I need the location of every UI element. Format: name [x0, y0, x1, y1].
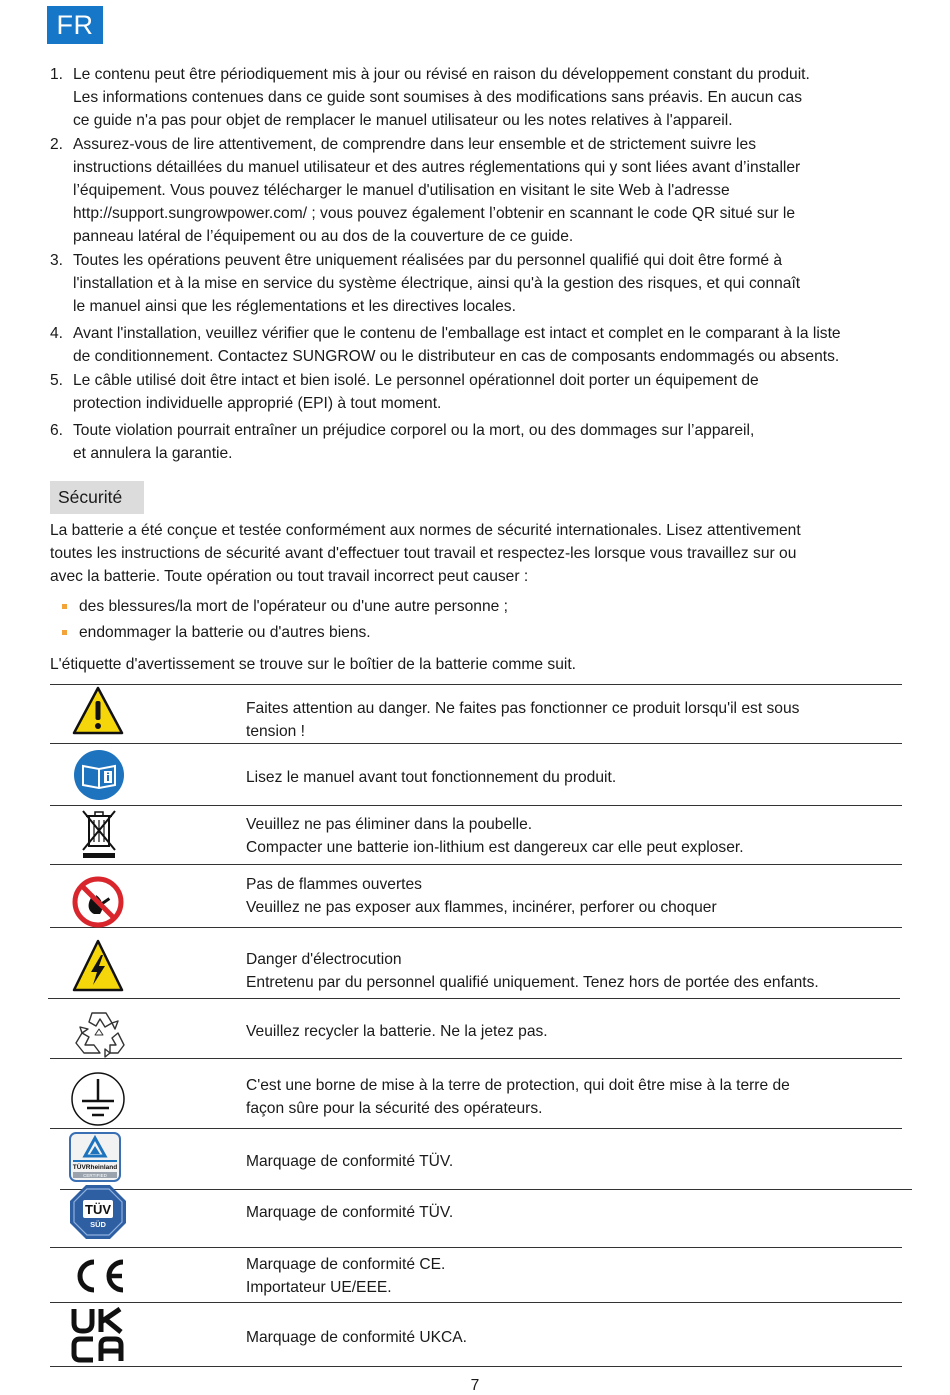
- table-divider: [50, 1058, 902, 1059]
- table-row: Lisez le manuel avant tout fonctionnement du produit.: [246, 769, 617, 786]
- svg-text:SÜD: SÜD: [90, 1220, 106, 1229]
- table-divider: [50, 1366, 902, 1367]
- tuv-sud-icon: [68, 1183, 128, 1241]
- ukca-mark-icon: [70, 1307, 126, 1363]
- table-row: C'est une borne de mise à la terre de protection, qui doit être mise à la terre de façon sûre pour la sécurité des opérateurs.: [246, 1077, 790, 1117]
- language-badge: FR: [47, 6, 103, 44]
- notice-item: 4. Avant l'installation, veuillez vérifier que le contenu de l'emballage est intact et complet en le comparant à la liste de conditionnement. Contactez SUNGROW ou le distributeur en cas de composants endommagés ou absents.: [50, 322, 920, 368]
- table-divider: [50, 1128, 902, 1129]
- list-item: endommager la batterie ou d'autres biens.: [62, 620, 508, 646]
- safety-intro: La batterie a été conçue et testée conformément aux normes de sécurité internationales. Lisez attentivement toutes les instructions de sécurité avant d'effectuer tout travail et respectez-les lorsque vous travaillez sur ou avec la batterie. Toute opération ou tout travail incorrect peut causer :: [50, 522, 801, 586]
- table-row: Marquage de conformité TÜV.: [246, 1153, 454, 1170]
- table-divider: [50, 1247, 902, 1248]
- notice-item: 5. Le câble utilisé doit être intact et bien isolé. Le personnel opérationnel doit porter un équipement de protection individuelle approprié (EPI) à tout moment.: [50, 369, 920, 415]
- notice-item: 1. Le contenu peut être périodiquement mis à jour ou révisé en raison du développement constant du produit. Les informations contenues dans ce guide sont soumises à des modifications sans préavis. En aucun cas ce guide n'a pas pour objet de remplacer le manuel utilisateur ou les notes relatives à l'appareil.: [50, 63, 920, 133]
- bullet-marker: [62, 630, 67, 635]
- table-row: Marquage de conformité TÜV.: [246, 1204, 454, 1221]
- table-row: Veuillez ne pas éliminer dans la poubelle. Compacter une batterie ion-lithium est dangereux car elle peut exploser.: [246, 816, 744, 856]
- table-row: Marquage de conformité CE. Importateur UE/EEE.: [246, 1256, 446, 1296]
- svg-text:CERTIFIED: CERTIFIED: [83, 1173, 107, 1178]
- notice-number: 4.: [50, 325, 64, 343]
- protective-earth-icon: [70, 1071, 126, 1127]
- notice-number: 6.: [50, 422, 64, 440]
- tuv-rheinland-icon: [69, 1132, 121, 1182]
- table-divider: [50, 1302, 902, 1303]
- table-divider: [50, 927, 902, 928]
- no-open-flame-icon: [72, 876, 124, 928]
- notice-item: 3. Toutes les opérations peuvent être uniquement réalisées par du personnel qualifié qui doit être formé à l'installation et à la mise en service du système électrique, ainsi qu'à la gestion des risques, et qui connaît le manuel ainsi que les réglementations et les directives locales.: [50, 249, 920, 319]
- warning-triangle-icon: [72, 686, 124, 736]
- svg-text:TÜVRheinland: TÜVRheinland: [72, 1164, 118, 1171]
- table-row: Veuillez recycler la batterie. Ne la jetez pas.: [246, 1023, 548, 1040]
- read-manual-icon: [73, 749, 125, 801]
- table-divider: [50, 864, 902, 865]
- page-number: 7: [470, 1377, 480, 1394]
- notice-item: 2. Assurez-vous de lire attentivement, de comprendre dans leur ensemble et de strictement suivre les instructions détaillées du manuel utilisateur et des autres réglementations qui y sont liées avant d’installer l’équipement. Vous pouvez télécharger le manuel d'utilisation en visitant le site Web à l'adresse http://support.sungrowpower.com/ ; vous pouvez également l’obtenir en scannant le code QR situé sur le panneau latéral de l’équipement ou au dos de la couverture de ce guide.: [50, 133, 920, 249]
- table-row: Faites attention au danger. Ne faites pas fonctionner ce produit lorsqu'il est sous tension !: [246, 700, 800, 740]
- table-divider: [60, 1189, 912, 1190]
- electric-shock-icon: [72, 939, 124, 993]
- notice-list: [50, 63, 920, 465]
- hazard-bullet-list: [62, 594, 508, 646]
- list-item: des blessures/la mort de l'opérateur ou d'une autre personne ;: [62, 594, 508, 620]
- bullet-marker: [62, 604, 67, 609]
- label-location-note: L'étiquette d'avertissement se trouve sur le boîtier de la batterie comme suit.: [50, 656, 577, 673]
- svg-text:TÜV: TÜV: [85, 1202, 111, 1217]
- table-row: Danger d'électrocution Entretenu par du personnel qualifié uniquement. Tenez hors de portée des enfants.: [246, 951, 819, 991]
- notice-number: 3.: [50, 251, 64, 269]
- notice-number: 5.: [50, 371, 64, 389]
- table-divider: [50, 743, 902, 744]
- notice-number: 1.: [50, 66, 64, 83]
- recycle-icon: [72, 1007, 126, 1059]
- table-divider: [48, 998, 900, 999]
- ce-mark-icon: [70, 1257, 128, 1295]
- notice-number: 2.: [50, 135, 64, 153]
- table-divider: [50, 805, 902, 806]
- crossed-bin-icon: [79, 808, 119, 860]
- table-row: Pas de flammes ouvertes Veuillez ne pas exposer aux flammes, incinérer, perforer ou choquer: [246, 876, 717, 916]
- table-divider: [50, 684, 902, 685]
- notice-item: 6. Toute violation pourrait entraîner un préjudice corporel ou la mort, ou des dommages sur l’appareil, et annulera la garantie.: [50, 419, 920, 465]
- table-row: Marquage de conformité UKCA.: [246, 1329, 468, 1346]
- section-title-safety: Sécurité: [50, 481, 144, 514]
